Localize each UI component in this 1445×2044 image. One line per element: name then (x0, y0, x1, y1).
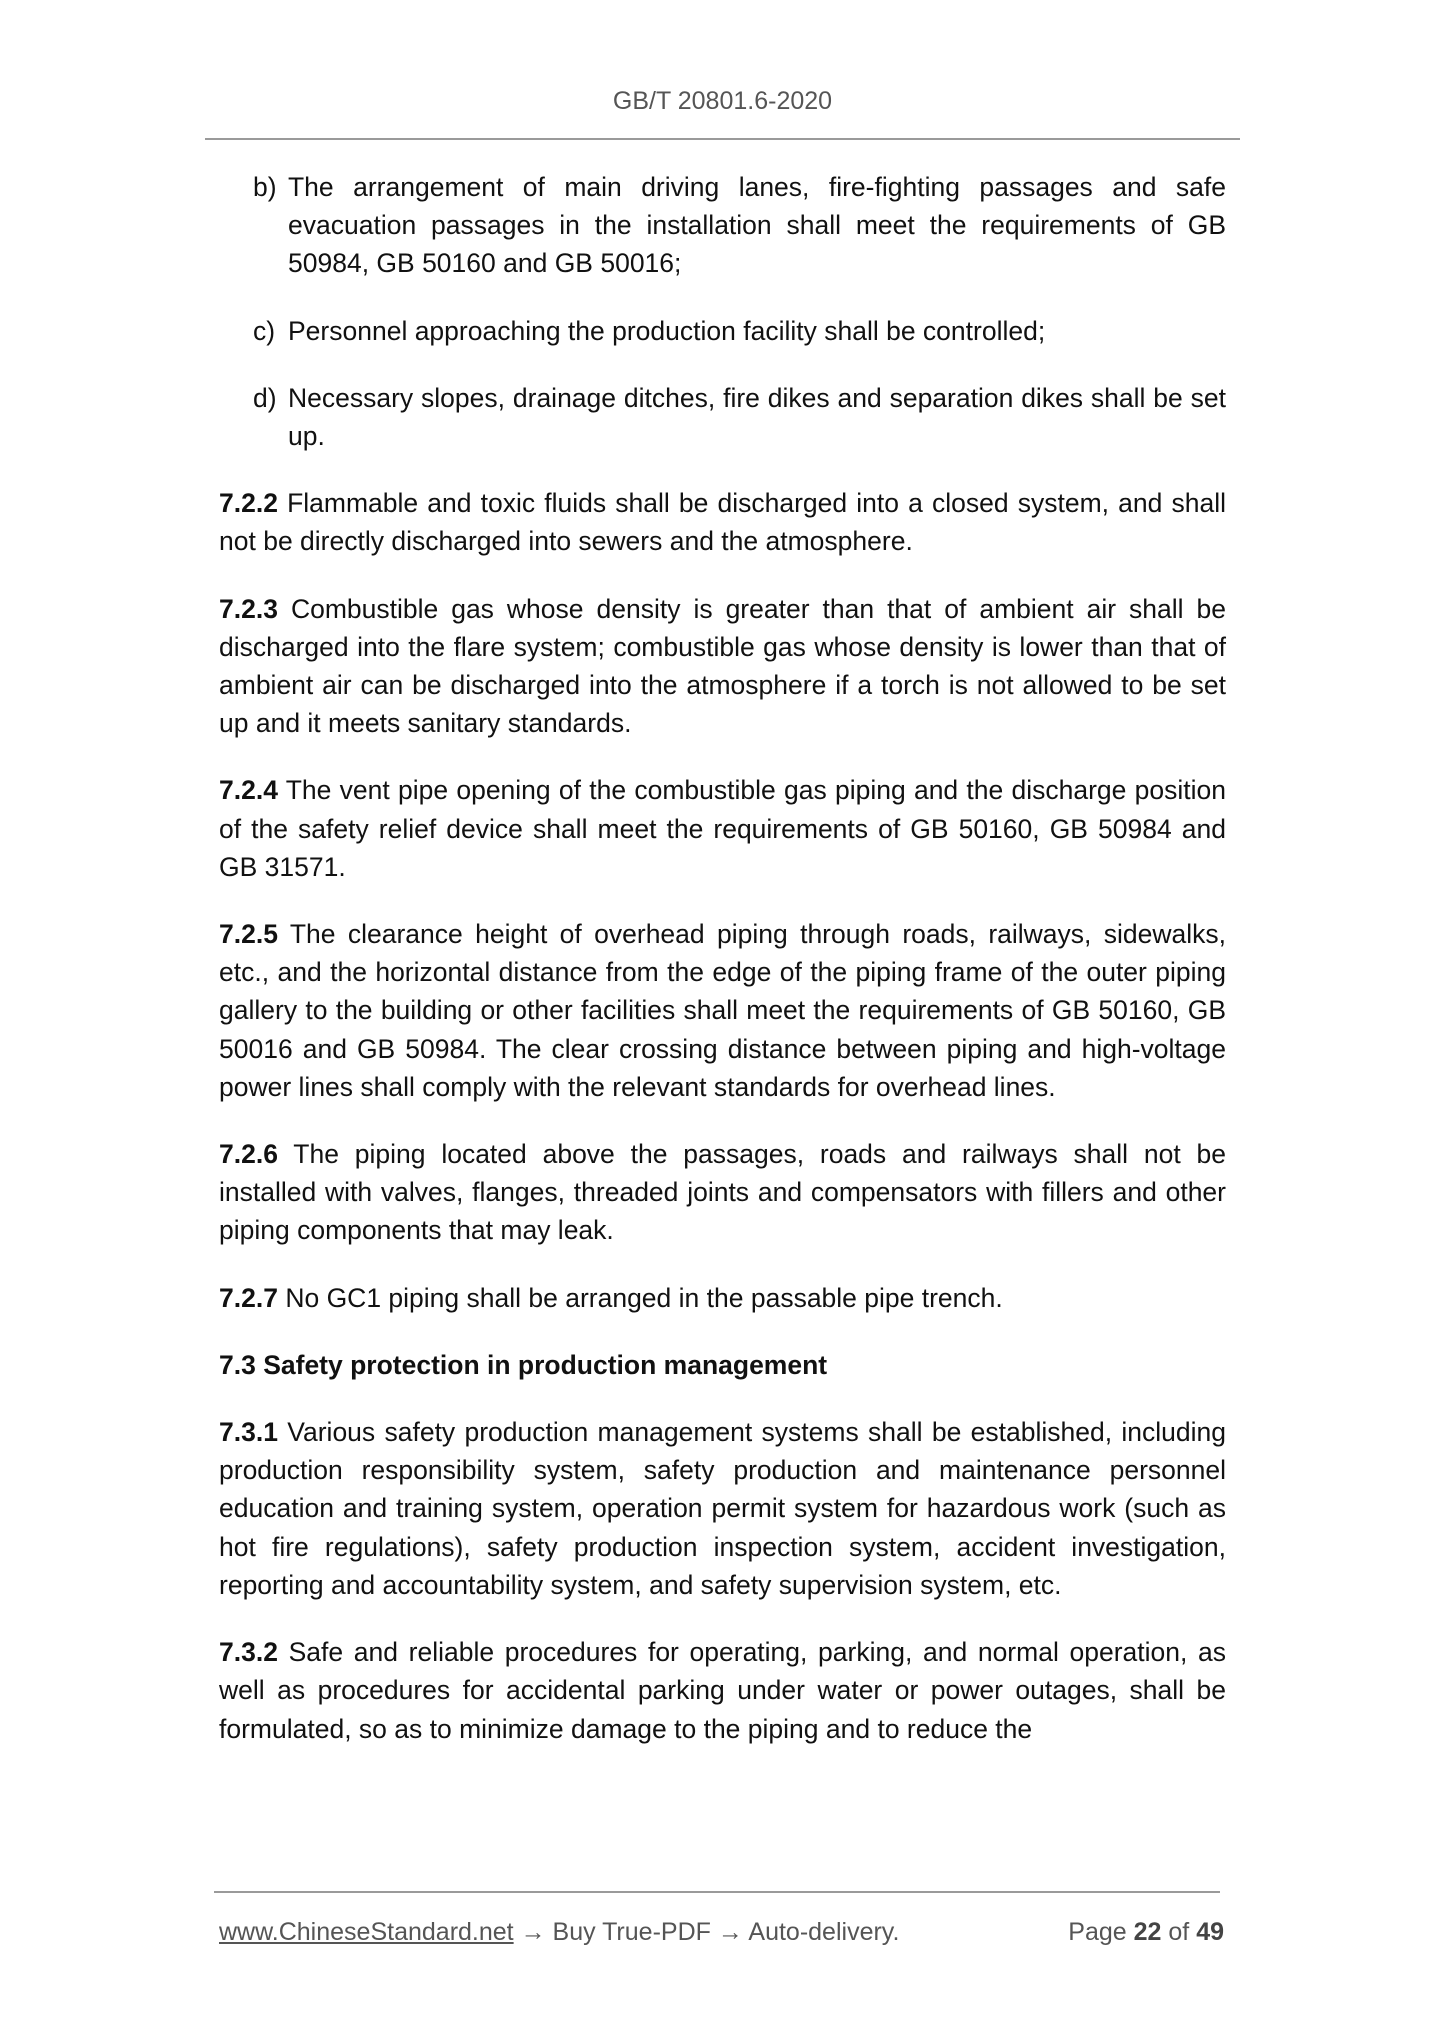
page-indicator (1068, 1917, 1224, 1947)
list-marker: b) (253, 172, 277, 202)
clause-7-2-3 (219, 590, 1226, 743)
clause-text: The vent pipe opening of the combustible gas piping and the discharge position of the safety relief device shall meet the requirements of GB 50160, GB 50984 and GB 31571. (219, 775, 1227, 882)
clause-number: 7.2.3 (219, 593, 278, 624)
clause-number: 7.2.6 (219, 1139, 278, 1170)
clause-7-2-5 (219, 915, 1226, 1106)
list-item-text: Personnel approaching the production facility shall be controlled; (288, 315, 1046, 346)
section-heading-7-3: 7.3 Safety protection in production management (219, 1349, 828, 1380)
site-link[interactable]: www.ChineseStandard.net (219, 1918, 514, 1946)
list-item-b (253, 168, 1226, 283)
list-marker: c) (253, 315, 276, 346)
clause-7-2-7 (219, 1279, 1226, 1317)
page-of-label: of (1168, 1918, 1190, 1946)
footer-tagline: → Buy True-PDF → Auto-delivery. (513, 1918, 900, 1946)
clause-number: 7.2.4 (219, 775, 278, 806)
clause-7-2-4 (219, 771, 1226, 886)
clause-number: 7.3.1 (219, 1417, 278, 1448)
list-item-c (253, 312, 1226, 350)
list-item-text: Necessary slopes, drainage ditches, fire dikes and separation dikes shall be set up. (288, 382, 1226, 452)
clause-text: Combustible gas whose density is greater than that of ambient air shall be discharged into the flare system; combustible gas whose density is lower than that of ambient air can be discharged into the atmosphere if a torch is not allowed to be set up and it meets sanitary standards. (219, 593, 1226, 739)
list-item-d (253, 379, 1226, 455)
clause-text: No GC1 piping shall be arranged in the passable pipe trench. (285, 1282, 1003, 1313)
page-footer (219, 1917, 1224, 1947)
list-item-text: The arrangement of main driving lanes, fire-fighting passages and safe evacuation passages in the installation shall meet the requirements of GB 50984, GB 50160 and GB 50016; (288, 172, 1226, 279)
clause-number: 7.2.7 (219, 1282, 278, 1313)
page-total: 49 (1196, 1918, 1224, 1946)
list-marker: d) (253, 382, 277, 413)
clause-text: The piping located above the passages, roads and railways shall not be installed with valves, flanges, threaded joints and compensators with fillers and other piping components that may leak. (219, 1139, 1226, 1246)
document-body (219, 168, 1226, 1777)
clause-text: The clearance height of overhead piping through roads, railways, sidewalks, etc., and the horizontal distance from the edge of the piping frame of the outer piping gallery to the building or other facilities shall meet the requirements of GB 50160, GB 50016 and GB 50984. The clear crossing distance between piping and high-voltage power lines shall comply with the relevant standards for overhead lines. (219, 919, 1226, 1102)
document-header-id: GB/T 20801.6-2020 (612, 87, 833, 115)
clause-number: 7.3.2 (219, 1637, 278, 1668)
clause-number: 7.2.2 (219, 488, 278, 519)
clause-text: Various safety production management systems shall be established, including production responsibility system, safety production and maintenance personnel education and training system, operation permit system for hazardous work (such as hot fire regulations), safety production inspection system, accident investigation, reporting and accountability system, and safety supervision system, etc. (219, 1417, 1226, 1600)
clause-7-3-2 (219, 1633, 1226, 1748)
page-current: 22 (1133, 1918, 1162, 1946)
clause-text: Safe and reliable procedures for operating, parking, and normal operation, as well as procedures for accidental parking under water or power outages, shall be formulated, so as to minimize damage to the piping and to reduce the (219, 1637, 1226, 1744)
clause-number: 7.2.5 (219, 919, 278, 950)
clause-7-2-2 (219, 484, 1226, 560)
footer-divider (214, 1891, 1220, 1893)
clause-7-3-1 (219, 1413, 1226, 1604)
clause-7-2-6 (219, 1135, 1226, 1250)
clause-text: Flammable and toxic fluids shall be discharged into a closed system, and shall not be directly discharged into sewers and the atmosphere. (219, 488, 1226, 557)
page-label: Page (1068, 1918, 1127, 1946)
header-divider (205, 138, 1240, 140)
